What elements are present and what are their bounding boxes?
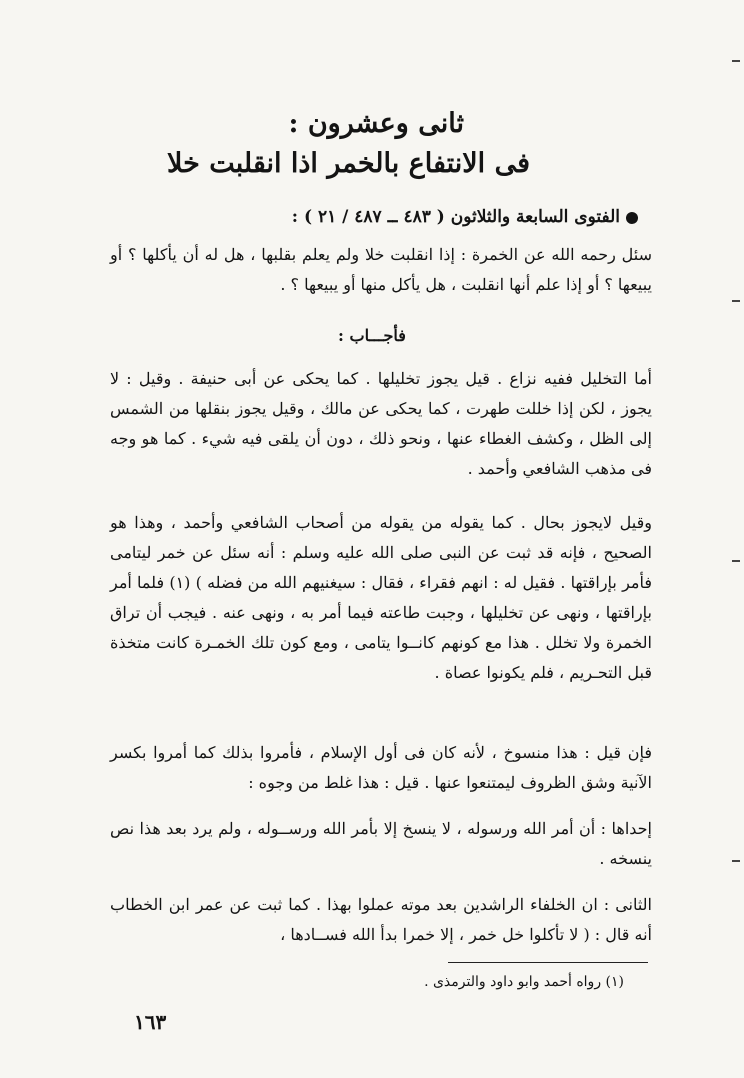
chapter-number: ثانى وعشرون : (288, 108, 464, 139)
scan-edge-mark (732, 560, 740, 562)
page-number: ١٦٣ (134, 1010, 167, 1034)
footnote: (١) رواه أحمد وابو داود والترمذى . (424, 974, 624, 990)
scan-edge-mark (732, 300, 740, 302)
bullet-icon (626, 212, 638, 224)
paragraph-2: وقيل لايجوز بحال . كما يقوله من يقوله من أصحاب الشافعي وأحمد ، وهذا هو الصحيح ، فإنه قد ثبت عن النبى صلى الله عليه وسلم : أنه سئل عن خمر ليتامى فأمر بإراقتها . فقيل له : انهم فقراء ، فقال : سيغنيهم الله من فضله ) (١) فلما أمر بإراقتها ، ونهى عن تخليلها ، وجبت طاعته فيما أمر به ، ونهى عنه . فيجب أن تراق الخمرة ولا تخلل . هذا مع كونهم كانــوا يتامى ، ومع كون تلك الخمـرة كانت متخذة قبل التحـريم ، فلم يكونوا عصاة . (110, 513, 653, 682)
question-paragraph: سئل رحمه الله عن الخمرة : إذا انقلبت خلا ولم يعلم بقلبها ، هل له أن يأكلها ؟ أو يبيعها ؟ أو إذا علم أنها انقلبت ، هل يأكل منها أو يبيعها ؟ . (110, 245, 652, 294)
scan-edge-mark (732, 860, 740, 862)
paragraph-1: أما التخليل ففيه نزاع . قيل يجوز تخليلها . كما يحكى عن أبى حنيفة . وقيل : لا يجوز ، لكن إذا خللت طهرت ، كما يحكى عن مالك ، وقيل يجوز بنقلها من الشمس إلى الظل ، وكشف الغطاء عنها ، ونحو ذلك ، دون أن يلقى فيه شيء . كما هو وجه فى مذهب الشافعي وأحمد . (110, 369, 653, 478)
chapter-title: فى الانتفاع بالخمر اذا انقلبت خلا (167, 148, 530, 179)
answer-label: فأجـــاب : (338, 326, 406, 345)
paragraph-3: فإن قيل : هذا منسوخ ، لأنه كان فى أول الإسلام ، فأمروا بذلك كما أمروا بكسر الآنية وشق الظروف ليمتنعوا عنها . قيل : هذا غلط من وجوه : (110, 743, 652, 792)
paragraph-5: الثانى : ان الخلفاء الراشدين بعد موته عملوا بهذا . كما ثبت عن عمر ابن الخطاب أنه قال : ( لا تأكلوا خل خمر ، إلا خمرا بدأ الله فســادها ، (110, 895, 652, 944)
paragraph-4: إحداها : أن أمر الله ورسوله ، لا ينسخ إلا بأمر الله ورســوله ، ولم يرد بعد هذا نص ينسخه . (110, 819, 652, 868)
scan-edge-mark (732, 60, 740, 62)
fatwa-heading (78, 207, 638, 227)
fatwa-heading-text: الفتوى السابعة والثلاثون ( ٤٨٣ ــ ٤٨٧ / ٢١ ) : (291, 207, 620, 227)
footnote-divider (448, 962, 648, 963)
